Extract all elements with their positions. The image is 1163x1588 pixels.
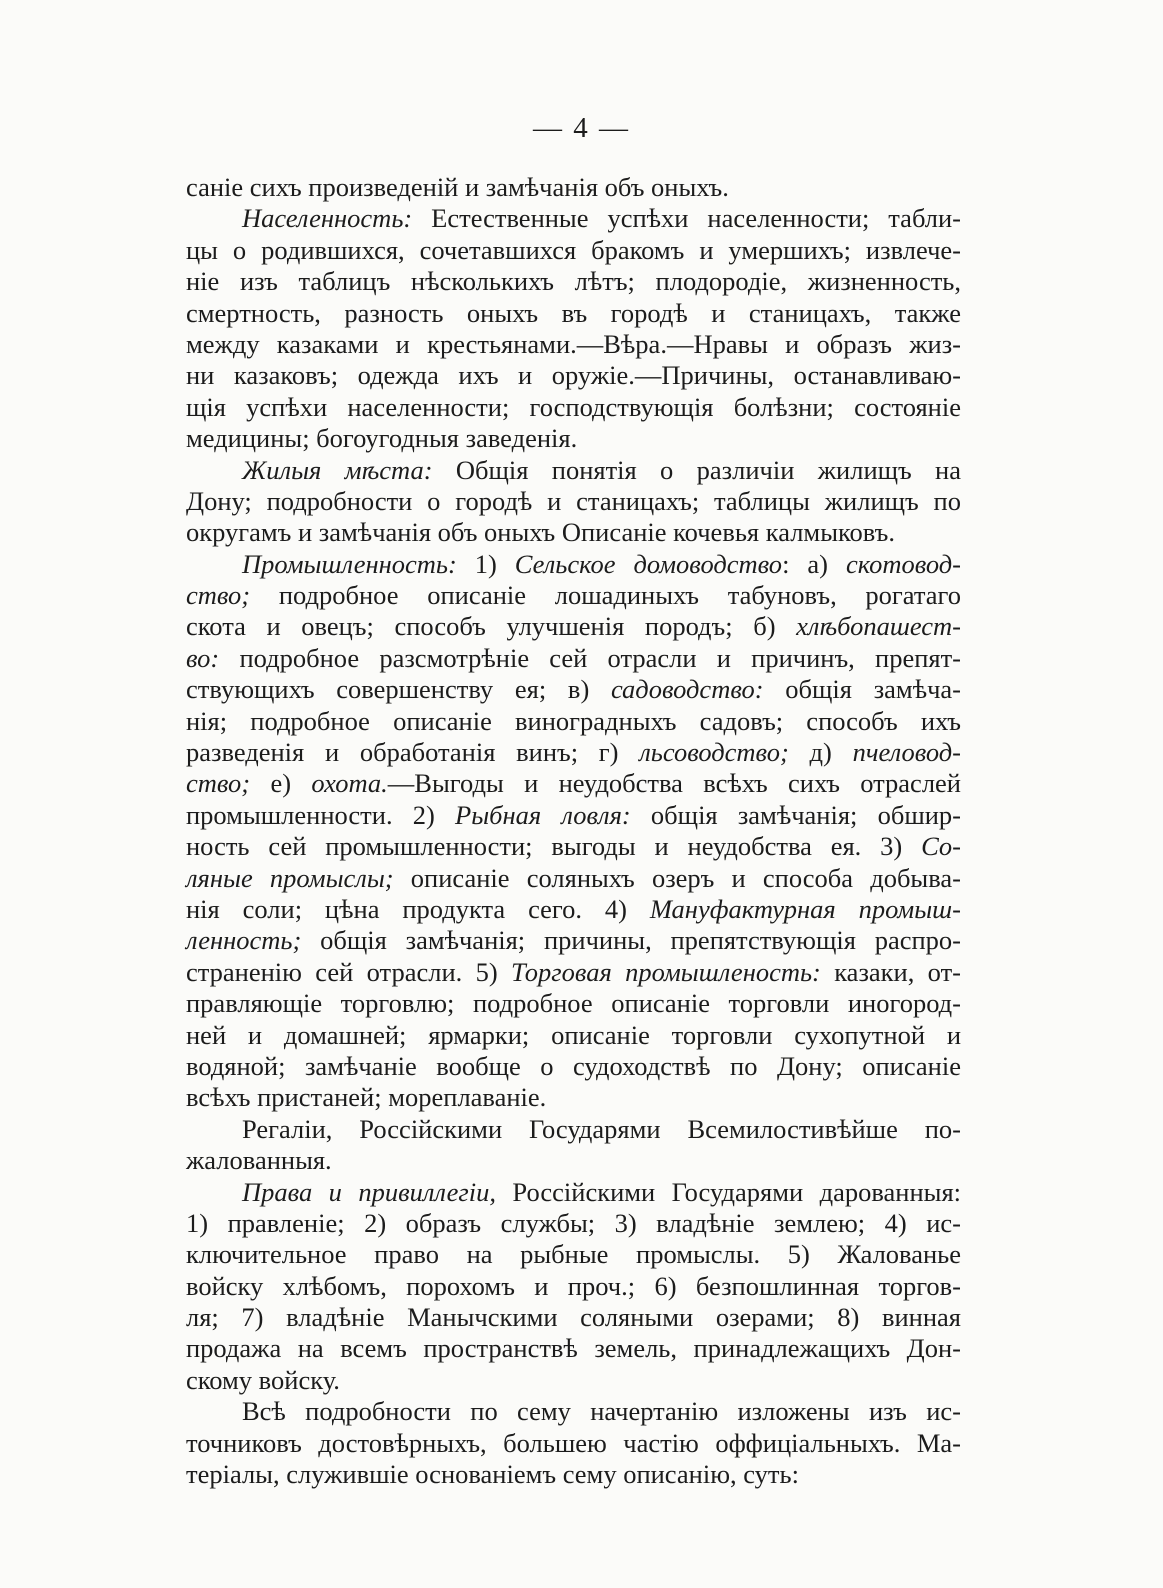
text-line bbox=[186, 800, 961, 831]
text-line bbox=[186, 392, 961, 423]
text-segment: общія замѣчанія; обшир- bbox=[630, 799, 961, 830]
text-line bbox=[186, 423, 961, 454]
text-segment: общія замѣча- bbox=[763, 674, 961, 705]
text-segment: подробное описаніе лошадиныхъ табуновъ, рогатаго bbox=[250, 580, 961, 611]
italic-text-segment: льсоводство; bbox=[639, 737, 789, 768]
text-line bbox=[186, 643, 961, 674]
text-line bbox=[186, 1082, 961, 1113]
text-line bbox=[186, 486, 961, 517]
text-line bbox=[186, 611, 961, 642]
text-segment: скота и овецъ; способъ улучшенія породъ; б) bbox=[186, 611, 797, 642]
text-line bbox=[186, 298, 961, 329]
text-line bbox=[186, 1114, 961, 1145]
text-line bbox=[186, 329, 961, 360]
italic-text-segment: хлѣбопашест- bbox=[796, 611, 961, 642]
text-segment: казаки, от- bbox=[820, 956, 961, 987]
italic-text-segment: Жилыя мѣста: bbox=[242, 454, 433, 485]
italic-text-segment: Торговая промышленость: bbox=[511, 956, 821, 987]
text-segment: Естественные успѣхи населенности; табли- bbox=[412, 203, 961, 234]
text-segment: разведенія и обработанія винъ; г) bbox=[186, 737, 640, 768]
text-line bbox=[186, 925, 961, 956]
italic-text-segment: охота. bbox=[311, 768, 388, 799]
text-segment: продажа на всемъ пространствѣ земель, принадлежащихъ Дон- bbox=[186, 1333, 961, 1364]
italic-text-segment: ство; bbox=[186, 580, 251, 611]
italic-text-segment: садоводство: bbox=[610, 674, 764, 705]
italic-text-segment: во: bbox=[186, 642, 220, 673]
text-segment: ствующихъ совершенству ея; в) bbox=[186, 674, 611, 705]
text-segment: ность сей промышленности; выгоды и неудобства ея. 3) bbox=[186, 831, 922, 862]
text-segment: между казаками и крестьянами.—Вѣра.—Нравы и образъ жиз- bbox=[186, 328, 961, 359]
italic-text-segment: скотовод- bbox=[845, 548, 962, 579]
text-line bbox=[186, 455, 961, 486]
text-segment: ля; 7) владѣніе Манычскими соляными озерами; 8) винная bbox=[186, 1302, 961, 1333]
text-line bbox=[186, 1145, 961, 1176]
text-segment: водяной; замѣчаніе вообще о судоходствѣ по Дону; описаніе bbox=[186, 1050, 961, 1081]
italic-text-segment: Со- bbox=[921, 831, 961, 862]
text-segment: нія; подробное описаніе виноградныхъ садовъ; способъ ихъ bbox=[186, 705, 961, 736]
page-number: — 4 — bbox=[533, 112, 630, 144]
text-line bbox=[186, 517, 961, 548]
italic-text-segment: Промышленность: bbox=[242, 548, 457, 579]
text-segment: Регаліи, Россійскими Государями Всемилостивѣйше по- bbox=[242, 1113, 961, 1144]
text-segment: скому войску. bbox=[186, 1364, 340, 1395]
text-line bbox=[186, 706, 961, 737]
text-line bbox=[186, 894, 961, 925]
text-segment: —Выгоды и неудобства всѣхъ сихъ отраслей bbox=[387, 768, 961, 799]
text-segment: Дону; подробности о городѣ и станицахъ; таблицы жилищъ по bbox=[186, 485, 961, 516]
text-segment: войску хлѣбомъ, порохомъ и проч.; 6) безпошлинная торгов- bbox=[186, 1270, 961, 1301]
italic-text-segment: Права и привиллегіи, bbox=[242, 1176, 496, 1207]
text-line bbox=[186, 1459, 961, 1490]
text-segment: 1) bbox=[456, 548, 515, 579]
text-segment: общія замѣчанія; причины, препятствующія распро- bbox=[301, 925, 961, 956]
text-segment: Россійскими Государями дарованныя: bbox=[495, 1176, 962, 1207]
text-line bbox=[186, 863, 961, 894]
text-line bbox=[186, 266, 961, 297]
text-line bbox=[186, 580, 961, 611]
text-segment: саніе сихъ произведеній и замѣчанія объ оныхъ. bbox=[186, 172, 729, 202]
text-segment: промышленности. 2) bbox=[186, 799, 456, 830]
italic-text-segment: Рыбная ловля: bbox=[455, 799, 631, 830]
text-segment: 1) правленіе; 2) образъ службы; 3) владѣніе землею; 4) ис- bbox=[186, 1207, 961, 1238]
text-segment: е) bbox=[250, 768, 312, 799]
text-segment: страненію сей отрасли. 5) bbox=[186, 956, 512, 987]
italic-text-segment: Мануфактурная промыш- bbox=[649, 893, 961, 924]
italic-text-segment: Населенность: bbox=[242, 203, 413, 234]
text-line bbox=[186, 235, 961, 266]
text-line bbox=[186, 674, 961, 705]
text-line bbox=[186, 1177, 961, 1208]
text-line bbox=[186, 203, 961, 234]
text-line bbox=[186, 1365, 961, 1396]
text-segment: описаніе соляныхъ озеръ и способа добыва- bbox=[393, 862, 961, 893]
text-line bbox=[186, 1396, 961, 1427]
text-line bbox=[186, 1208, 961, 1239]
text-segment: всѣхъ пристаней; мореплаваніе. bbox=[186, 1082, 547, 1113]
text-line bbox=[186, 172, 961, 203]
text-segment: теріалы, служившіе основаніемъ сему описанію, суть: bbox=[186, 1459, 799, 1490]
text-segment: ней и домашней; ярмарки; описаніе торговли сухопутной и bbox=[186, 1019, 961, 1050]
text-segment: Всѣ подробности по сему начертанію изложены изъ ис- bbox=[242, 1396, 961, 1427]
text-segment: правляющіе торговлю; подробное описаніе торговли иногород- bbox=[186, 988, 961, 1019]
italic-text-segment: ляные промыслы; bbox=[186, 862, 394, 893]
text-segment: медицины; богоугодныя заведенія. bbox=[186, 423, 578, 454]
text-segment: д) bbox=[788, 737, 853, 768]
text-segment: ніе изъ таблицъ нѣсколькихъ лѣтъ; плодородіе, жизненность, bbox=[186, 266, 961, 297]
text-segment: ключительное право на рыбные промыслы. 5) Жалованье bbox=[186, 1239, 961, 1270]
body-text bbox=[186, 172, 961, 1490]
text-segment: жалованныя. bbox=[186, 1145, 332, 1176]
text-line bbox=[186, 549, 961, 580]
text-line bbox=[186, 831, 961, 862]
italic-text-segment: ство; bbox=[186, 768, 251, 799]
text-line bbox=[186, 1051, 961, 1082]
text-line bbox=[186, 1020, 961, 1051]
text-line bbox=[186, 1239, 961, 1270]
italic-text-segment: ленность; bbox=[186, 925, 302, 956]
text-segment: ни казаковъ; одежда ихъ и оружіе.—Причины, останавливаю- bbox=[186, 360, 961, 391]
text-line bbox=[186, 988, 961, 1019]
text-line bbox=[186, 737, 961, 768]
text-line bbox=[186, 768, 961, 799]
text-segment: нія соли; цѣна продукта сего. 4) bbox=[186, 893, 650, 924]
text-line bbox=[186, 1271, 961, 1302]
text-line bbox=[186, 1428, 961, 1459]
italic-text-segment: пчеловод- bbox=[852, 737, 961, 768]
text-segment: : а) bbox=[782, 548, 846, 579]
text-segment: подробное разсмотрѣніе сей отрасли и причинъ, препят- bbox=[219, 642, 961, 673]
text-segment: смертность, разность оныхъ въ городѣ и станицахъ, также bbox=[186, 297, 961, 328]
text-segment: округамъ и замѣчанія объ оныхъ Описаніе кочевья калмыковъ. bbox=[186, 517, 895, 548]
text-line bbox=[186, 360, 961, 391]
text-segment: Общія понятія о различіи жилищъ на bbox=[432, 454, 961, 485]
text-line bbox=[186, 1333, 961, 1364]
text-line bbox=[186, 957, 961, 988]
italic-text-segment: Сельское домоводство bbox=[514, 548, 783, 579]
text-line bbox=[186, 1302, 961, 1333]
text-segment: щія успѣхи населенности; господствующія болѣзни; состояніе bbox=[186, 391, 961, 422]
text-segment: точниковъ достовѣрныхъ, большею частію оффиціальныхъ. Ма- bbox=[186, 1427, 961, 1458]
text-segment: цы о родившихся, сочетавшихся бракомъ и умершихъ; извлече- bbox=[186, 234, 961, 265]
